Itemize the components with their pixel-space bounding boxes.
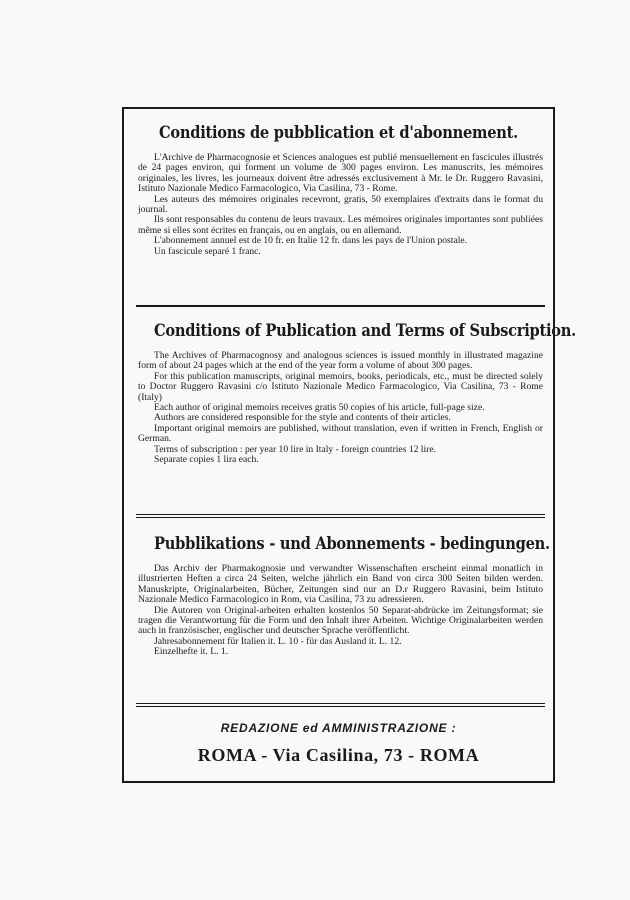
- divider: [136, 514, 545, 518]
- footer-label: REDAZIONE ed AMMINISTRAZIONE :: [220, 721, 457, 735]
- notice-frame: [122, 107, 577, 783]
- section-french: [124, 123, 553, 257]
- section-title: Conditions of Publication and Terms of Subscription.: [154, 321, 577, 341]
- paragraph: The Archives of Pharmacognosy and analogous sciences is issued monthly in illustrated magazine form of about 24 pages which at the end of the year form a volume of about 300 pages.: [138, 350, 543, 372]
- section-title: Pubblikations - und Abonnements - bedingungen.: [154, 534, 550, 554]
- section-german: [124, 534, 553, 658]
- paragraph: Important original memoirs are published, without translation, even if written in French, English or German.: [138, 422, 543, 445]
- divider: [136, 305, 545, 307]
- paragraph: Authors are considered responsible for the style and contents of their articles.: [154, 412, 451, 424]
- paragraph: Terms of subscription : per year 10 lire in Italy - foreign countries 12 lire.: [154, 443, 436, 455]
- paragraph: L'abonnement annuel est de 10 fr. en Italie 12 fr. dans les pays de l'Union postale.: [154, 235, 468, 247]
- section-title: Conditions de pubblication et d'abonnement.: [159, 123, 518, 143]
- paragraph: Die Autoren von Original-arbeiten erhalten kostenlos 50 Separat-abdrücke im Zeitungsformat; sie tragen die Verantwortung für die Form und den Inhalt ihrer Arbeiten. Wichtige Originalarbeiten werden auch in französischer, englischer und deutscher Sprache veröffentlicht.: [138, 604, 543, 637]
- footer-address: ROMA - Via Casilina, 73 - ROMA: [197, 745, 480, 765]
- divider: [136, 703, 545, 707]
- paragraph: Das Archiv der Pharmakognosie und verwandter Wissenschaften erscheint einmal monatlich in illustrierten Heften a circa 24 Seiten, welche jährlich ein Band von circa 300 Seiten bilden werden. Manuskripte, Originalarbeiten, Bücher, Zeitungen sind nur an D.r Ruggero Ravasini, beim Istituto Nazionale Medico Farmacologico in Rom, via Casilina, 73 zu adressieren.: [138, 563, 543, 606]
- paragraph: Separate copies 1 lira each.: [154, 454, 259, 466]
- paragraph: Each author of original memoirs receives gratis 50 copies of his article, full-page size.: [154, 402, 485, 414]
- paragraph: L'Archive de Pharmacognosie et Sciences analogues est publié mensuellement en fascicules illustrés de 24 pages environ, qui forment un volume de 300 pages environ. Les manuscrits, les mémoires originales, les livres, les journeaux doivent être adressés exclusivement à Mr. le Dr. Ruggero Ravasini, Istituto Nazionale Medico Farmacologico, Via Casilina, 73 - Rome.: [138, 152, 543, 195]
- paragraph: Einzelhefte it. L. 1.: [154, 646, 229, 658]
- section-english: [124, 321, 577, 466]
- paragraph: Ils sont responsables du contenu de leurs travaux. Les mémoires originales importantes sont publiées même si elles sont écrites en français, ou en anglais, ou en allemand.: [138, 214, 543, 236]
- paragraph: Un fascicule separé 1 franc.: [154, 245, 261, 257]
- paragraph: Jahresabonnement für Italien it. L. 10 - für das Ausland it. L. 12.: [154, 635, 402, 647]
- paragraph: For this publication manuscripts, original memoirs, books, periodicals, etc., must be directed solely to Doctor Ruggero Ravasini c/o Istituto Nazionale Medico Farmacologico, Via Casilina, 73 - Rome (Italy): [138, 370, 543, 403]
- paragraph: Les auteurs des mémoires originales recevront, gratis, 50 exemplaires d'extraits dans le format du journal.: [138, 193, 543, 216]
